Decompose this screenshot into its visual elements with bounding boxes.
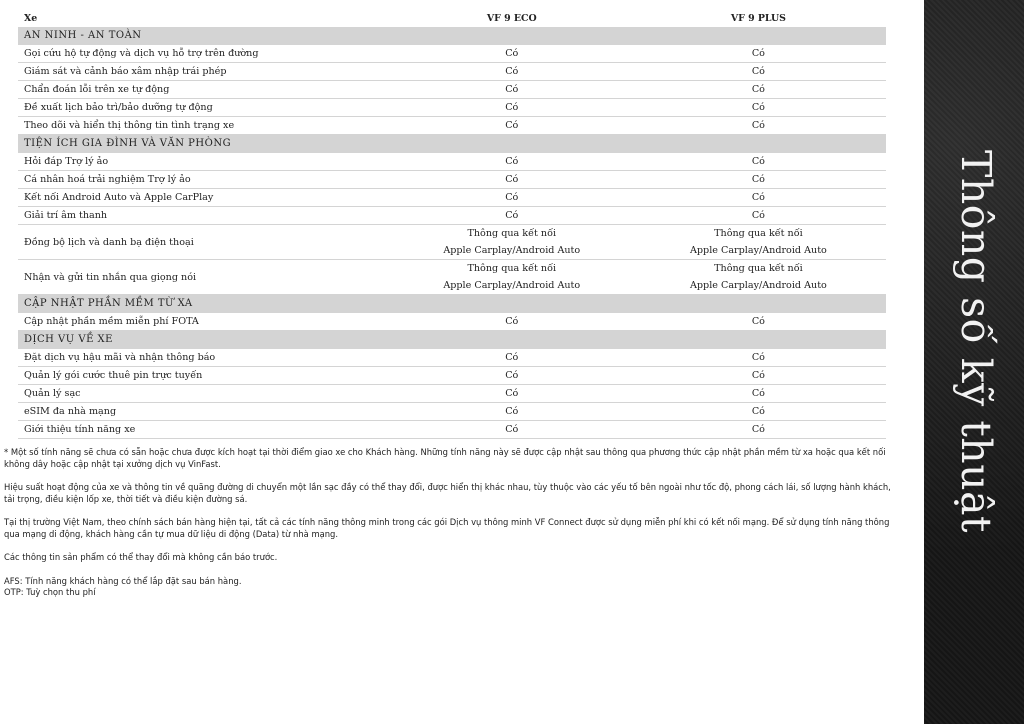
section-label: CẬP NHẬT PHẦN MỀM TỪ XA <box>18 295 886 313</box>
eco-value-cell: Có <box>393 367 631 385</box>
table-row <box>18 225 886 260</box>
section-header-row <box>18 135 886 153</box>
plus-value-line1: Thông qua kết nối <box>714 228 803 239</box>
abbr-otp: OTP: Tuỳ chọn thu phí <box>4 587 96 597</box>
footnote: Hiệu suất hoạt động của xe và thông tin về quãng đường di chuyển một lần sạc đầy có thể thay đổi, được hiển thị khác nhau, tùy thuộc vào các yếu tố bên ngoài như tốc độ, phong cách lái, số lượng hành khách, tải trọng, điều kiện lốp xe, thời tiết và điều kiện đường sá. <box>4 482 891 504</box>
plus-value-cell <box>631 260 886 295</box>
section-label: TIỆN ÍCH GIA ĐÌNH VÀ VĂN PHÒNG <box>18 135 886 153</box>
eco-value-cell: Có <box>393 421 631 439</box>
plus-value-cell: Có <box>631 99 886 117</box>
table-row <box>18 349 886 367</box>
header-vf9-plus: VF 9 PLUS <box>730 13 786 24</box>
feature-cell: Quản lý sạc <box>18 385 393 403</box>
eco-value-line1: Thông qua kết nối <box>467 228 557 239</box>
table-row <box>18 99 886 117</box>
feature-cell: Quản lý gói cước thuê pin trực tuyến <box>18 367 393 385</box>
table-row <box>18 421 886 439</box>
footnotes <box>4 447 904 599</box>
eco-value-cell: Có <box>393 117 631 135</box>
table-row <box>18 260 886 295</box>
feature-cell: Giám sát và cảnh báo xâm nhập trái phép <box>18 63 393 81</box>
plus-value-line1: Thông qua kết nối <box>714 263 803 274</box>
plus-value-cell: Có <box>631 349 886 367</box>
plus-value-cell: Có <box>631 63 886 81</box>
plus-value-cell: Có <box>631 421 886 439</box>
eco-value-cell: Có <box>393 81 631 99</box>
plus-value-line2: Apple Carplay/Android Auto <box>689 245 827 256</box>
plus-value-cell: Có <box>631 189 886 207</box>
section-header-row <box>18 27 886 45</box>
eco-value-cell: Có <box>393 403 631 421</box>
section-label: DỊCH VỤ VỀ XE <box>18 331 886 349</box>
section-header-row <box>18 331 886 349</box>
plus-value-cell: Có <box>631 171 886 189</box>
feature-cell: Cập nhật phần mềm miễn phí FOTA <box>18 313 393 331</box>
feature-cell: Đặt dịch vụ hậu mãi và nhận thông báo <box>18 349 393 367</box>
plus-value-cell: Có <box>631 385 886 403</box>
table-row <box>18 171 886 189</box>
eco-value-line2: Apple Carplay/Android Auto <box>443 245 581 256</box>
feature-cell: Đồng bộ lịch và danh bạ điện thoại <box>18 225 393 260</box>
spec-table-body <box>18 27 886 439</box>
header-feature: Xe <box>24 13 38 24</box>
eco-value-cell: Có <box>393 313 631 331</box>
eco-value-cell: Có <box>393 171 631 189</box>
feature-cell: Gọi cứu hộ tự động và dịch vụ hỗ trợ trên đường <box>18 45 393 63</box>
feature-cell: eSIM đa nhà mạng <box>18 403 393 421</box>
plus-value-cell: Có <box>631 153 886 171</box>
feature-cell: Kết nối Android Auto và Apple CarPlay <box>18 189 393 207</box>
eco-value-cell: Có <box>393 153 631 171</box>
section-header-row <box>18 295 886 313</box>
eco-value-cell: Có <box>393 207 631 225</box>
feature-cell: Hỏi đáp Trợ lý ảo <box>18 153 393 171</box>
feature-cell: Giới thiệu tính năng xe <box>18 421 393 439</box>
plus-value-cell: Có <box>631 45 886 63</box>
feature-cell: Chẩn đoán lỗi trên xe tự động <box>18 81 393 99</box>
eco-value-cell: Có <box>393 45 631 63</box>
eco-value-cell: Có <box>393 63 631 81</box>
abbr-afs: AFS: Tính năng khách hàng có thể lắp đặt sau bán hàng. <box>4 575 242 586</box>
footnote: Các thông tin sản phẩm có thể thay đổi mà không cần báo trước. <box>4 552 278 562</box>
feature-cell: Nhận và gửi tin nhắn qua giọng nói <box>18 260 393 295</box>
plus-value-cell: Có <box>631 207 886 225</box>
table-row <box>18 189 886 207</box>
plus-value-cell: Có <box>631 367 886 385</box>
plus-value-cell: Có <box>631 81 886 99</box>
table-row <box>18 313 886 331</box>
table-row <box>18 117 886 135</box>
eco-value-cell: Có <box>393 99 631 117</box>
table-row <box>18 153 886 171</box>
footnote: Tại thị trường Việt Nam, theo chính sách bán hàng hiện tại, tất cả các tính năng thông minh trong các gói Dịch vụ thông minh VF Connect được sử dụng miễn phí khi có kết nối mạng. Để sử dụng tính năng thông qua mạng di động, khách hàng cần tự mua dữ liệu di động (Data) từ nhà mạng. <box>4 517 890 539</box>
plus-value-cell: Có <box>631 117 886 135</box>
feature-cell: Theo dõi và hiển thị thông tin tình trạng xe <box>18 117 393 135</box>
table-row <box>18 63 886 81</box>
sidebar-title: Thông số kỹ thuật <box>952 150 1000 534</box>
table-row <box>18 45 886 63</box>
table-row <box>18 81 886 99</box>
table-row <box>18 367 886 385</box>
sidebar-band <box>924 0 1024 724</box>
footnote: * Một số tính năng sẽ chưa có sẵn hoặc chưa được kích hoạt tại thời điểm giao xe cho Khách hàng. Những tính năng này sẽ được cập nhật sau thông qua phương thức cập nhật phần mềm từ xa hoặc qua kết nối không dây hoặc cập nhật tại xưởng dịch vụ VinFast. <box>4 447 886 469</box>
table-row <box>18 403 886 421</box>
eco-value-cell: Có <box>393 189 631 207</box>
feature-cell: Cá nhân hoá trải nghiệm Trợ lý ảo <box>18 171 393 189</box>
header-vf9-eco: VF 9 ECO <box>486 13 537 24</box>
feature-cell: Đề xuất lịch bảo trì/bảo dưỡng tự động <box>18 99 393 117</box>
plus-value-cell <box>631 225 886 260</box>
section-label: AN NINH - AN TOÀN <box>18 27 886 45</box>
eco-value-line2: Apple Carplay/Android Auto <box>443 280 581 291</box>
eco-value-cell <box>393 260 631 295</box>
eco-value-cell: Có <box>393 349 631 367</box>
plus-value-cell: Có <box>631 403 886 421</box>
plus-value-line2: Apple Carplay/Android Auto <box>689 280 827 291</box>
eco-value-line1: Thông qua kết nối <box>467 263 557 274</box>
plus-value-cell: Có <box>631 313 886 331</box>
table-row <box>18 207 886 225</box>
table-header-row <box>18 10 886 27</box>
table-row <box>18 385 886 403</box>
eco-value-cell: Có <box>393 385 631 403</box>
feature-cell: Giải trí âm thanh <box>18 207 393 225</box>
eco-value-cell <box>393 225 631 260</box>
spec-table <box>18 10 886 439</box>
